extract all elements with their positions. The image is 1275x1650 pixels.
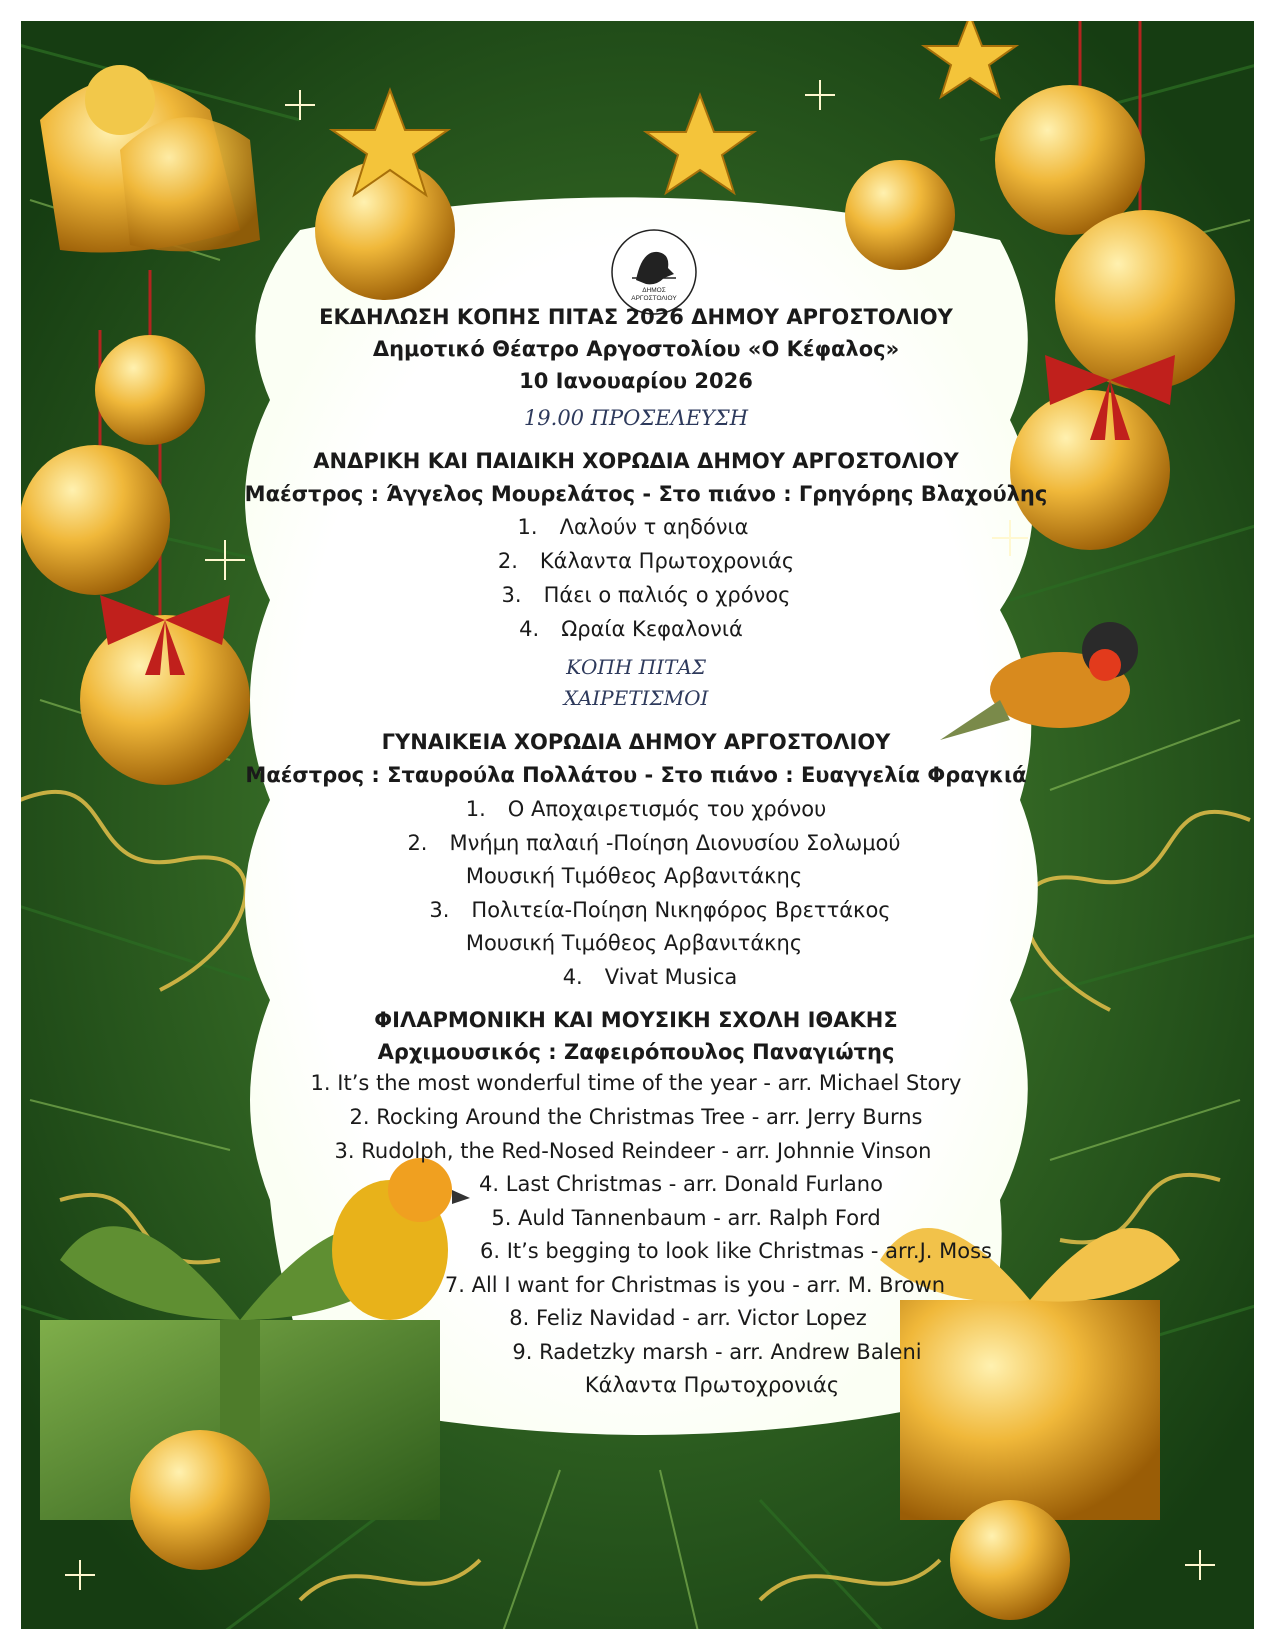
- section3-item: 5. Auld Tannenbaum - arr. Ralph Ford: [491, 1206, 881, 1230]
- section2-item: 4. Vivat Musica: [562, 965, 738, 989]
- section2-credits: Μαέστρος : Σταυρούλα Πολλάτου - Στο πιάνο : Ευαγγελία Φραγκιά: [245, 763, 1027, 787]
- section2-item: 3. Πολιτεία-Ποίηση Νικηφόρος Βρεττάκος: [429, 898, 891, 922]
- section2-title: ΓΥΝΑΙΚΕΙΑ ΧΟΡΩΔΙΑ ΔΗΜΟΥ ΑΡΓΟΣΤΟΛΙΟΥ: [381, 730, 891, 754]
- section1-credits: Μαέστρος : Άγγελος Μουρελάτος - Στο πιάνο : Γρηγόρης Βλαχούλης: [244, 482, 1048, 506]
- section1-item: 2. Κάλαντα Πρωτοχρονιάς: [497, 549, 795, 573]
- section2-item: 1. Ο Αποχαιρετισμός του χρόνου: [465, 797, 827, 821]
- svg-text:ΑΡΓΟΣΤΟΛΙΟΥ: ΑΡΓΟΣΤΟΛΙΟΥ: [631, 295, 677, 302]
- section1-item: 1. Λαλούν τ αηδόνια: [517, 515, 749, 539]
- section1-item: 4. Ωραία Κεφαλονιά: [519, 617, 743, 641]
- event-title: ΕΚΔΗΛΩΣΗ ΚΟΠΗΣ ΠΙΤΑΣ 2026 ΔΗΜΟΥ ΑΡΓΟΣΤΟΛΙΟΥ: [319, 305, 953, 329]
- arrival-time: 19.00 ΠΡΟΣΕΛΕΥΣΗ: [523, 406, 749, 430]
- municipality-logo: [610, 228, 698, 316]
- event-venue: Δημοτικό Θέατρο Αργοστολίου «Ο Κέφαλος»: [372, 337, 900, 361]
- section3-item: 9. Radetzky marsh - arr. Andrew Baleni: [512, 1340, 922, 1364]
- section3-item: 1. It’s the most wonderful time of the year - arr. Michael Story: [310, 1071, 962, 1095]
- section3-item: 6. It’s begging to look like Christmas - arr.J. Moss: [479, 1239, 993, 1263]
- greetings-label: ΧΑΙΡΕΤΙΣΜΟΙ: [563, 686, 709, 710]
- section3-closing: Κάλαντα Πρωτοχρονιάς: [584, 1373, 840, 1397]
- cutting-pie-label: ΚΟΠΗ ΠΙΤΑΣ: [566, 655, 706, 679]
- svg-text:ΔΗΜΟΣ: ΔΗΜΟΣ: [642, 287, 666, 294]
- section3-item: 4. Last Christmas - arr. Donald Furlano: [479, 1172, 883, 1196]
- section3-item: 7. All I want for Christmas is you - arr. M. Brown: [444, 1273, 946, 1297]
- section3-credits: Αρχιμουσικός : Ζαφειρόπουλος Παναγιώτης: [377, 1040, 895, 1064]
- section2-item: 2. Μνήμη παλαιή -Ποίηση Διονυσίου Σολωμού: [407, 831, 901, 855]
- section3-item: 8. Feliz Navidad - arr. Victor Lopez: [509, 1306, 867, 1330]
- section3-title: ΦΙΛΑΡΜΟΝΙΚΗ ΚΑΙ ΜΟΥΣΙΚΗ ΣΧΟΛΗ ΙΘΑΚΗΣ: [374, 1008, 898, 1032]
- event-date: 10 Ιανουαρίου 2026: [519, 369, 753, 393]
- section2-item-subline: Μουσική Τιμόθεος Αρβανιτάκης: [465, 864, 803, 888]
- section2-item-subline: Μουσική Τιμόθεος Αρβανιτάκης: [465, 931, 803, 955]
- section1-item: 3. Πάει ο παλιός ο χρόνος: [501, 583, 791, 607]
- section1-title: ΑΝΔΡΙΚΗ ΚΑΙ ΠΑΙΔΙΚΗ ΧΟΡΩΔΙΑ ΔΗΜΟΥ ΑΡΓΟΣΤΟΛΙΟΥ: [313, 449, 959, 473]
- section3-item: 2. Rocking Around the Christmas Tree - arr. Jerry Burns: [349, 1105, 923, 1129]
- section3-item: 3. Rudolph, the Red-Nosed Reindeer - arr. Johnnie Vinson: [334, 1139, 932, 1163]
